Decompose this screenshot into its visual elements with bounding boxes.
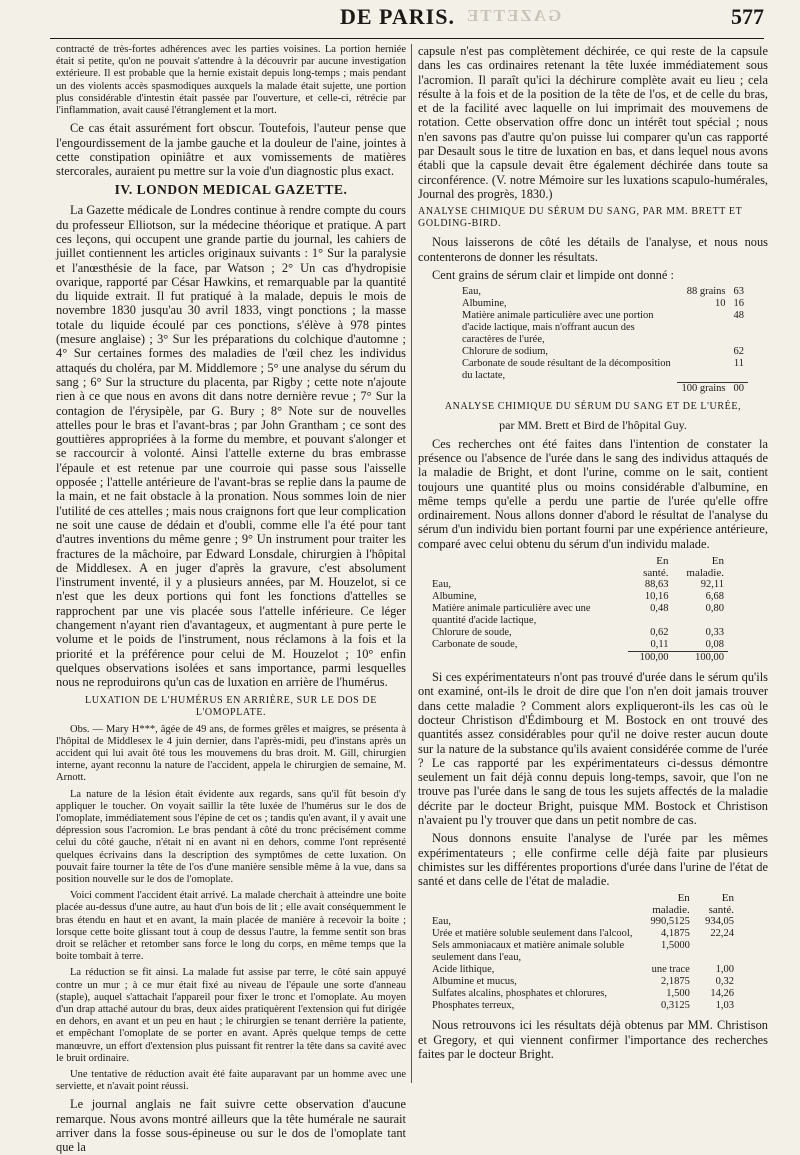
row-label: Eau, [432,916,451,928]
value-cell: 16 [733,298,744,310]
paragraph: Ces recherches ont été faites dans l'intention de constater la présence ou l'absence de l'urée dans le sang des individus attaqués de la maladie de Bright, et dont l'urine, comme on le sait, contient toujours une quantité plus ou moins considérable d'albumine, en même temps qu'elle a perdu une partie de l'urée qu'elle offre ordinairement. Nous allons donner d'abord le résultat de l'analyse du sérum d'un individu bien portant fourni par une expérience antérieure, comparé avec celui obtenu du sérum d'un individu malade. [418,436,768,551]
value-cell: 10,16 [644,591,669,603]
paragraph: Voici comment l'accident était arrivé. La malade cherchait à atteindre une boite placée au-dessus d'une autre, au haut d'un bois de lit ; elle avait conséquemment le bras étendu en haut et en avant, la main placée de manière à recevoir la boite ; lorsque cette boite glissant tout à coup de dessus l'autre, la femme sentit son bras droit se relâcher et retomber sans force le long du corps, en même temps que la boite tombait à terre. [56,890,406,963]
value-cell: 22,24 [710,928,734,940]
row-label: Chlorure de sodium, [462,346,549,358]
value-cell: 1,03 [715,1000,734,1012]
value-cell: 0,08 [705,639,724,651]
table-row [428,964,738,976]
serum-analysis-table [458,286,748,395]
column-header: En santé. [708,892,734,917]
value-cell: 1,5000 [660,940,690,952]
column-divider [411,44,412,1083]
value-cell: 1,500 [666,988,690,1000]
row-label: Sels ammoniacaux et matière animale soluble seulement dans l'eau, [432,940,625,964]
paragraph: Cent grains de sérum clair et limpide ont donné : [432,267,674,282]
table-row [428,916,738,928]
row-label: Albumine et mucus, [432,976,517,988]
table-row [458,346,748,358]
column-header: En maladie. [686,555,724,580]
table-row [428,591,728,603]
row-label: Matière animale particulière avec une portion d'acide lactique, mais n'offrant aucun des caractères de l'urée, [462,310,654,346]
row-label: Sulfates alcalins, phosphates et chlorures, [432,988,607,1000]
paragraph: Obs. — Mary H***, âgée de 49 ans, de formes grêles et maigres, se présenta à l'hôpital de Middlesex le 4 juin dernier, dans l'après-midi, peu d'instans après un accident qui lui avait ôté tous les mouvemens du bras droit. M. Gill, chirurgien interne, ayant reconnu la nature de l'accident, appela le chirurgien de semaine, M. Arnott. [56,723,406,784]
table-row [458,286,748,298]
table-row [428,976,738,988]
paragraph: Nous donnons ensuite l'analyse de l'urée par les mêmes expérimentateurs ; elle confirme celle déjà faite par plusieurs chimistes sur les différentes proportions d'urée dans l'urine de l'état de santé et dans celle de l'état de maladie. [418,831,768,889]
right-column [418,44,768,1087]
article-heading: ANALYSE CHIMIQUE DU SÉRUM DU SANG, PAR MM. BRETT ET GOLDING-BIRD. [418,206,743,230]
row-label: Phosphates terreux, [432,1000,515,1012]
value-cell [677,310,729,346]
total-cell: 100 grains [677,382,729,395]
row-label: Albumine, [432,591,477,603]
value-cell: 990,5125 [650,916,690,928]
table-row [458,358,748,382]
article-heading: ANALYSE CHIMIQUE DU SÉRUM DU SANG ET DE L'URÉE, [444,400,742,412]
urine-analysis-table [428,892,738,1012]
paragraph: Une tentative de réduction avait été faite auparavant par un homme avec une serviette, et n'avait point réussi. [56,1068,406,1093]
table-row [428,940,738,964]
section-heading: IV. LONDON MEDICAL GAZETTE. [114,182,348,198]
paragraph: Nous laisserons de côté les détails de l'analyse, et nous nous contenterons de donner les résultats. [418,235,768,264]
row-label: Acide lithique, [432,964,495,976]
value-cell: 6,68 [705,591,724,603]
table-row [428,928,738,940]
paragraph: La réduction se fit ainsi. La malade fut assise par terre, le côté sain appuyé contre un mur ; à ce mur était fixé au niveau de l'épaule une sorte d'anneau (staple), auquel s'attachait l'appareil pour fixer le tronc et l'omoplate. Au moyen d'un drap attaché autour du bras, deux aides pratiquèrent l'extension qui fut dirigée en dehors, en avant et un peu en haut ; le chirurgien se tenant derrière la patiente, et empêchant l'omoplate de se porter en avant. Après quelque temps de cette manœuvre, un effort d'extension plus puissant fit rentrer la tête dans sa cavité avec le bruit ordinaire. [56,967,406,1064]
value-cell: 0,48 [650,603,669,615]
value-cell: une trace [651,964,690,976]
table-row [428,1000,738,1012]
page-title: DE PARIS. [340,4,455,29]
row-label: Urée et matière soluble seulement dans l'alcool, [432,928,633,940]
article-heading: LUXATION DE L'HUMÉRUS EN ARRIÈRE, SUR LE DOS DE L'OMOPLATE. [85,694,377,718]
total-cell: 100,00 [628,652,672,665]
value-cell [677,358,729,382]
column-header: En santé. [643,555,669,580]
row-label: Carbonate de soude résultant de la décomposition du lactate, [462,358,671,382]
paragraph: La nature de la lésion était évidente aux regards, sans qu'il fût besoin d'y appliquer le toucher. On voyait saillir la tête luxée de l'humérus sur le dos de l'omoplate, immédiatement sous l'épine de cet os ; tandis qu'en avant, il y avait une dépression sous l'acromion. Le bras pendant à côté du tronc précisément comme celui du côté gauche, n'était ni en avant ni en dehors, comme l'ont représenté quelques écrivains dans la description des symptômes de cette luxation. On pouvait faire tourner la tête de l'os d'une manière sensible même à la vue, dans sa position nouvelle sur le dos de l'omoplate. [56,788,406,885]
value-cell: 92,11 [700,579,724,591]
value-cell: 62 [733,346,744,358]
value-cell: 2,1875 [660,976,690,988]
value-cell: 63 [733,286,744,298]
row-label: Eau, [462,286,481,298]
table-row [428,579,728,591]
row-label: Albumine, [462,298,507,310]
value-cell [694,940,738,964]
paragraph: Le journal anglais ne fait suivre cette observation d'aucune remarque. Nous avons montré ailleurs que la tête humérale ne saurait arriver dans la fosse sous-épineuse ou sur le dos de l'omoplate tant que la [56,1097,406,1155]
value-cell: 0,11 [650,639,669,651]
health-vs-disease-table [428,555,728,664]
table-row [428,988,738,1000]
table-row [428,639,728,652]
row-label: Eau, [432,579,451,591]
table-row [458,310,748,346]
article-subheading: par MM. Brett et Bird de l'hôpital Guy. [499,417,687,432]
row-label: Carbonate de soude, [432,639,518,651]
row-label: Chlorure de soude, [432,627,512,639]
page-number: 577 [731,4,764,29]
value-cell: 0,62 [650,627,669,639]
left-column [56,44,406,1155]
paragraph: Si ces expérimentateurs n'ont pas trouvé d'urée dans le sérum qu'ils ont examiné, ont-ils le droit de dire que l'on n'en doit jamais trouver dans cette maladie ? Comment alors expliqueront-ils les cas où le docteur Christison d'Édimbourg et M. Bostock en ont trouvé des quantités assez considérables pour qu'il ne doive rester aucun doute sur la nature de la substance qu'ils avaient considérée comme de l'urée ? Le cas rapporté par les expérimentateurs ci-dessus démontre seulement un fait déjà connu depuis long-temps, savoir, que l'on ne trouve pas l'urée dans le sang de tous les sujets affectés de la maladie décrite par le docteur Bright, puisque MM. Bostock et Christison n'avaient pu l'y trouver que dans un petit nombre de cas. [418,670,768,827]
value-cell: 0,32 [715,976,734,988]
value-cell: 1,00 [715,964,734,976]
column-header: En maladie. [652,892,690,917]
header-rule [50,38,764,39]
paragraph: Ce cas était assurément fort obscur. Toutefois, l'auteur pense que l'engourdissement de la jambe gauche et la douleur de l'aine, jointes à cette constipation opiniâtre et aux vomissements de matières stercorales, auraient pu mettre sur la voie d'un diagnostic plus exact. [56,121,406,179]
total-cell: 00 [730,382,749,395]
value-cell: 4,1875 [660,928,690,940]
paragraph: capsule n'est pas complètement déchirée, ce qui reste de la capsule dans les cas ordinaires retenant la tête luxée immédiatement sous l'acromion. Il paraît qu'ici la déchirure complète avait eu lieu ; cela résulte à la fois et de la position de la tête de l'os, et de celle du bras, et de la facilité avec laquelle on lui imprimait des mouvemens de rotation. Cette observation offre donc un intérêt tout spécial ; nous n'en savons pas d'autre qu'on puisse lui comparer qu'un cas rapporté par Desault sous le titre de luxation en bas, et dans lequel nous avons établi que la capsule devait être également déchirée dans toute sa circonférence. (V. notre Mémoire sur les luxations scapulo-humérales, Journal des progrès, 1830.) [418,44,768,201]
row-label: Matière animale particulière avec une quantité d'acide lactique, [432,603,591,627]
value-cell: 88,63 [644,579,669,591]
value-cell: 0,80 [705,603,724,615]
bleed-through-header: GAZETTE [465,6,562,25]
paragraph: Nous retrouvons ici les résultats déjà obtenus par MM. Christison et Gregory, et qui viennent confirmer l'importance des recherches faites par le docteur Bright. [418,1018,768,1062]
value-cell: 0,3125 [660,1000,690,1012]
table-row [428,627,728,639]
total-cell: 100,00 [672,652,728,665]
value-cell: 934,05 [705,916,734,928]
value-cell: 0,33 [705,627,724,639]
value-cell: 48 [733,310,744,322]
value-cell: 88 grains [686,286,726,298]
table-row [458,298,748,310]
value-cell: 10 [715,298,726,310]
paragraph: La Gazette médicale de Londres continue à rendre compte du cours du professeur Elliotson, sur la médecine théorique et pratique. A part ces leçons, qui occupent une grande partie du journal, les cahiers de juillet contiennent les articles originaux suivants : 1° Sur la paralysie et l'anœsthésie de la face, par Watson ; 2° Un cas d'hydropisie ovarique, rapporté par César Hawkins, et remarquable par la quantité du liquide extrait. Il fut pratiqué à la malade, depuis le mois de novembre 1830 jusqu'au 30 avril 1833, vingt ponctions ; la masse totale du liquide écoulé par ces ponctions, s'élève à 978 pintes (mesure anglaise) ; 3° Sur les préparations du colchique d'automne ; 4° Sur certaines formes des maladies de l'œil chez les individus attaqués du choléra, par M. Middlemore ; 5° une analyse du sérum du sang ; 6° Sur la structure du placenta, par Rigby ; cette note n'ajoute rien à ce que nous en avons dit dans notre dernière revue ; 7° Sur la contagion de l'érysipèle, par G. Bury ; 8° Note sur de nouvelles attelles pour le bras et l'avant-bras ; par John Grantham ; ce sont des gouttières appropriées à la forme du membre, et pouvant s'alonger et se raccourcir à volonté. Ainsi l'attelle externe du bras embrasse l'épaule et est retenue par une courroie qui passe sous l'aisselle opposée ; l'attelle antérieure de l'avant-bras se replie dans la paume de la main, et ne fait obstacle à la pronation. Nous sommes loin de nier l'utilité de ces attelles ; mais nous craignons fort que leur complication ne soit une cause de dédain et d'oubli, comme elle l'a été pour tant d'autres inventions du même genre ; 9° Un instrument pour traiter les fractures de la mâchoire, par Edward Lonsdale, chirurgien à l'hôpital de Middlesex. A en juger d'après la gravure, c'est absolument l'instrument inventé, il y a plusieurs années, par M. Houzelot, si ce n'est que les deux portions qui font les fonctions d'attelles se rapprochent par une vis placée sous l'attelle inférieure. Ce léger changement n'ayant rien d'avantageux, et augmentant à pure perte le volume et le poids de l'instrument, nous réclamons à la fois et la priorité et la préférence pour celui de M. Houzelot ; 10° enfin quelques observations isolées et sans importance, parmi lesquelles nous ne reproduirons qu'un cas de luxation en arrière de l'humérus. [56,203,406,690]
table-row [428,603,728,627]
paragraph: contracté de très-fortes adhérences avec les parties voisines. La portion herniée était si petite, qu'on ne pouvait s'attendre à la découvrir par aucune investigation extérieure. Il est probable que la hernie existait depuis long-temps ; mais pendant un des violents accès spasmodiques auxquels la malade était sujette, une portion plus considérable d'intestin était passée par l'ouverture, et celle-ci, rétrécie par l'inflammation, avait causé l'étranglement et la mort. [56,44,406,117]
value-cell [677,346,729,358]
value-cell: 14,26 [710,988,734,1000]
value-cell: 11 [733,358,744,370]
